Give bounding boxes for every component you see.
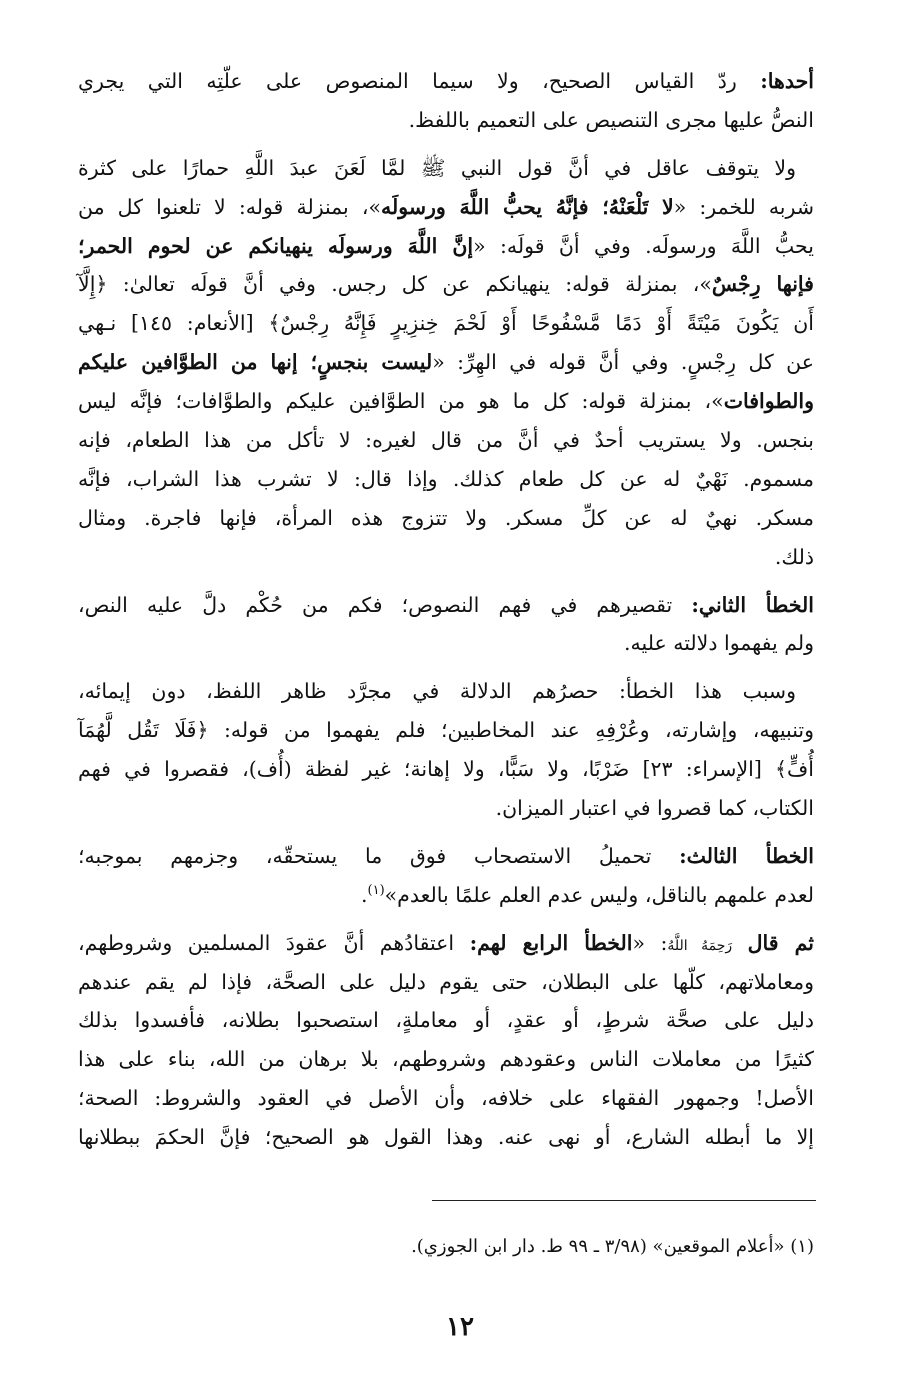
page-number: ١٢ — [446, 1312, 474, 1342]
footnote: (١) «أعلام الموقعين» (٣/٩٨ ـ ٩٩ ط. دار ابن الجوزي). — [411, 1236, 814, 1257]
paragraph-second-error: الخطأ الثاني: تقصيرهم في فهم النصوص؛ فكم من حُكْم دلَّ عليه النص، ولم يفهموا دلالته عليه. — [78, 592, 814, 656]
paragraph-lead: الخطأ الثالث: — [679, 843, 814, 868]
paragraph-fourth-error: ثم قال رَحِمَهُ اللَّهُ: «الخطأ الرابع لهم: اعتقادُهم أنَّ عقودَ المسلمين وشروطهم، ومعاملاتهم، كلّها على البطلان، حتى يقوم دليل على الصحَّة، فإذا لم يقم عندهم دليل على صحَّة شرطٍ، أو عقدٍ، أو معاملةٍ، استصحبوا بطلانه، فأفسدوا بذلك كثيرًا من معاملات الناس وعقودهم وشروطهم، بلا برهان من الله، بناء على هذا الأصل! وجمهور الفقهاء على خلافه، وأن الأصل في العقود والشروط: الصحة؛ إلا ما أبطله الشارع، أو نهى عنه. وهذا القول هو الصحيح؛ فإنَّ الحكمَ ببطلانها — [78, 930, 814, 1150]
quran-verse: أَن يَكُونَ مَيْتَةً أَوْ دَمًا مَّسْفُوحًا أَوْ لَحْمَ خِنزِيرٍ فَإِنَّهُ رِجْسٌ﴾ — [268, 311, 815, 336]
paragraph-lead: الخطأ الثاني: — [691, 592, 814, 617]
footnote-ref: (١) — [367, 882, 385, 898]
hadith-quote: والطوافات — [723, 389, 814, 414]
paragraph-analogy: ولا يتوقف عاقل في أنَّ قول النبي ﷺ لمَّا لَعَنَ عبدَ اللَّهِ حمارًا على كثرة شربه للخمر: «لا تَلْعَنْهُ؛ فإنَّهُ يحبُّ اللَّهَ ورسولَه»، بمنزلة قوله: لا تلعنوا كل من يحبُّ اللَّهَ ورسولَه. وفي أنَّ قولَه: «إنَّ اللَّهَ ورسولَه ينهيانكم عن لحوم الحمر؛ فإنها رِجْسٌ»، بمنزلة قوله: ينهيانكم عن كل رجس. وفي أنَّ قولَه تعالىٰ: ﴿إِلَّآ أَن يَكُونَ مَيْتَةً أَوْ دَمًا مَّسْفُوحًا أَوْ لَحْمَ خِنزِيرٍ فَإِنَّهُ رِجْسٌ﴾ [الأنعام: ١٤٥] نـهي عن كل رِجْسٍ. وفي أنَّ قوله في الهِرِّ: «ليست بنجسٍ؛ إنها من الطوَّافين عليكم والطوافات»، بمنزلة قوله: كل ما هو من الطوَّافين عليكم والطوَّافات؛ فإنَّه ليس بنجس. ولا يستريب أحدٌ في أنَّ من قال لغيره: لا تأكل من هذا الطعام، فإنه مسموم. نَهْيٌ له عن كل طعام كذلك. وإذا قال: لا تشرب هذا الشراب، فإنَّه مسكر. نهيٌ له عن كلِّ مسكر. ولا تتزوج هذه المرأة، فإنها فاجرة. ومثال ذلك. — [78, 155, 815, 569]
hadith-quote: لا تَلْعَنْهُ؛ فإنَّهُ يحبُّ اللَّهَ ورسولَه — [381, 194, 674, 219]
main-text — [78, 62, 814, 1157]
hadith-quote: فإنها رِجْسٌ — [711, 272, 814, 297]
footnote-separator — [432, 1200, 816, 1201]
quran-verse-line: وتنبيهه، وإشارته، وعُرْفِهِ عند المخاطبين؛ فلم يفهموا من قوله: ﴿فَلَا تَقُل لَّهُمَآ — [78, 718, 814, 743]
paragraph-lead: الخطأ الرابع لهم: — [469, 930, 633, 955]
honorific: رَحِمَهُ اللَّهُ — [667, 937, 733, 954]
paragraph-first-error: أحدها: ردّ القياس الصحيح، ولا سيما المنصوص على علّتِه التي يجري النصُّ عليها مجرى التنصيص على التعميم باللفظ. — [78, 69, 814, 132]
paragraph-lead: ثم قال — [747, 930, 814, 955]
hadith-quote: إنَّ اللَّهَ ورسولَه ينهيانكم عن لحوم الحمر؛ — [78, 233, 474, 258]
paragraph-lead: أحدها: — [760, 69, 814, 93]
paragraph-third-error: الخطأ الثالث: تحميلُ الاستصحاب فوق ما يستحقّه، وجزمهم بموجبه؛ لعدم علمهم بالناقل، وليس عدم العلم علمًا بالعدم»$^{(١)}$. — [78, 843, 814, 907]
quran-verse: أُفٍّ﴾ — [775, 757, 814, 782]
hadith-quote: ليست بنجسٍ؛ إنها من الطوَّافين عليكم — [78, 350, 433, 375]
paragraph-cause: وسبب هذا الخطأ: حصرُهم الدلالة في مجرَّد ظاهر اللفظ، دون إيمائه، وتنبيهه، وإشارته، وعُرْفِهِ عند المخاطبين؛ فلم يفهموا من قوله: ﴿فَلَا تَقُل لَّهُمَآ أُفٍّ﴾ [الإسراء: ٢٣] ضَرْبًا، ولا سَبًّا، ولا إهانة؛ غير لفظة (أُف)، فقصروا في فهم الكتاب، كما قصروا في اعتبار الميزان. — [78, 679, 814, 821]
